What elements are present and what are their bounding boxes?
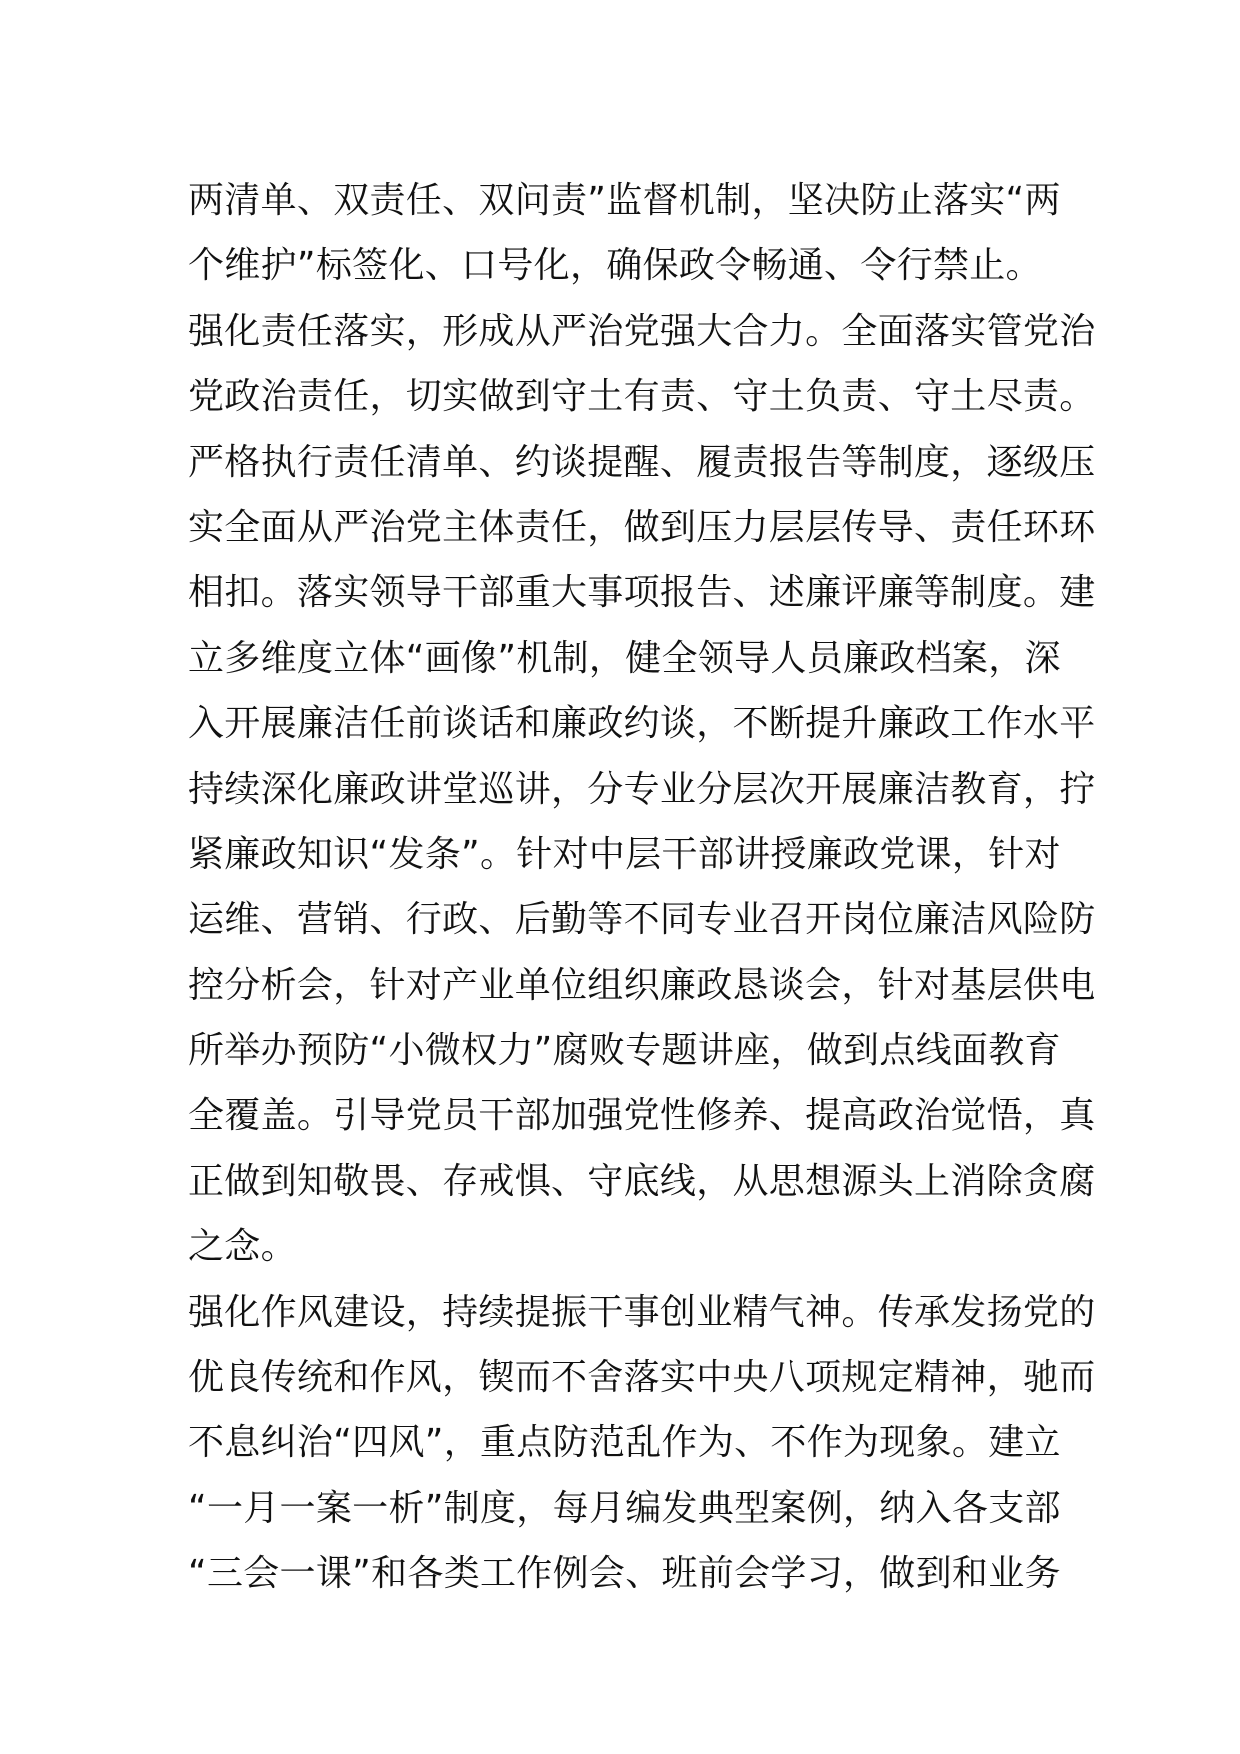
- text-line: 全覆盖。引导党员干部加强党性修养、提高政治觉悟，真: [188, 1095, 1096, 1137]
- text-line: 相扣。落实领导干部重大事项报告、述廉评廉等制度。建: [188, 572, 1096, 614]
- text-line: 运维、营销、行政、后勤等不同专业召开岗位廉洁风险防: [188, 899, 1096, 941]
- text-line: 持续深化廉政讲堂巡讲，分专业分层次开展廉洁教育，拧: [188, 768, 1096, 810]
- text-line: “三会一课”和各类工作例会、班前会学习，做到和业务: [188, 1553, 1061, 1595]
- text-line: 党政治责任，切实做到守土有责、守土负责、守土尽责。: [188, 376, 1096, 418]
- text-line: 立多维度立体“画像”机制，健全领导人员廉政档案，深: [188, 637, 1061, 679]
- text-line: 严格执行责任清单、约谈提醒、履责报告等制度，逐级压: [188, 441, 1096, 483]
- text-line: 紧廉政知识“发条”。针对中层干部讲授廉政党课，针对: [188, 833, 1061, 875]
- text-line: 控分析会，针对产业单位组织廉政恳谈会，针对基层供电: [188, 964, 1096, 1006]
- text-line: 个维护”标签化、口号化，确保政令畅通、令行禁止。: [188, 245, 1042, 287]
- text-line: 两清单、双责任、双问责”监督机制，坚决防止落实“两: [188, 180, 1061, 221]
- text-line: 正做到知敬畏、存戒惧、守底线，从思想源头上消除贪腐: [188, 1160, 1096, 1202]
- text-line: 实全面从严治党主体责任，做到压力层层传导、责任环环: [188, 506, 1096, 548]
- document-body: [188, 168, 1096, 1607]
- text-line: 强化责任落实，形成从严治党强大合力。全面落实管党治: [188, 310, 1096, 352]
- text-line: 不息纠治“四风”，重点防范乱作为、不作为现象。建立: [188, 1422, 1061, 1464]
- text-line: 之念。: [188, 1226, 297, 1268]
- text-line: 所举办预防“小微权力”腐败专题讲座，做到点线面教育: [188, 1030, 1061, 1072]
- text-line: 强化作风建设，持续提振干事创业精气神。传承发扬党的: [188, 1291, 1096, 1333]
- text-line: “一月一案一析”制度，每月编发典型案例，纳入各支部: [188, 1487, 1061, 1529]
- text-line: 优良传统和作风，锲而不舍落实中央八项规定精神，驰而: [188, 1357, 1096, 1399]
- text-line: 入开展廉洁任前谈话和廉政约谈，不断提升廉政工作水平: [188, 703, 1096, 745]
